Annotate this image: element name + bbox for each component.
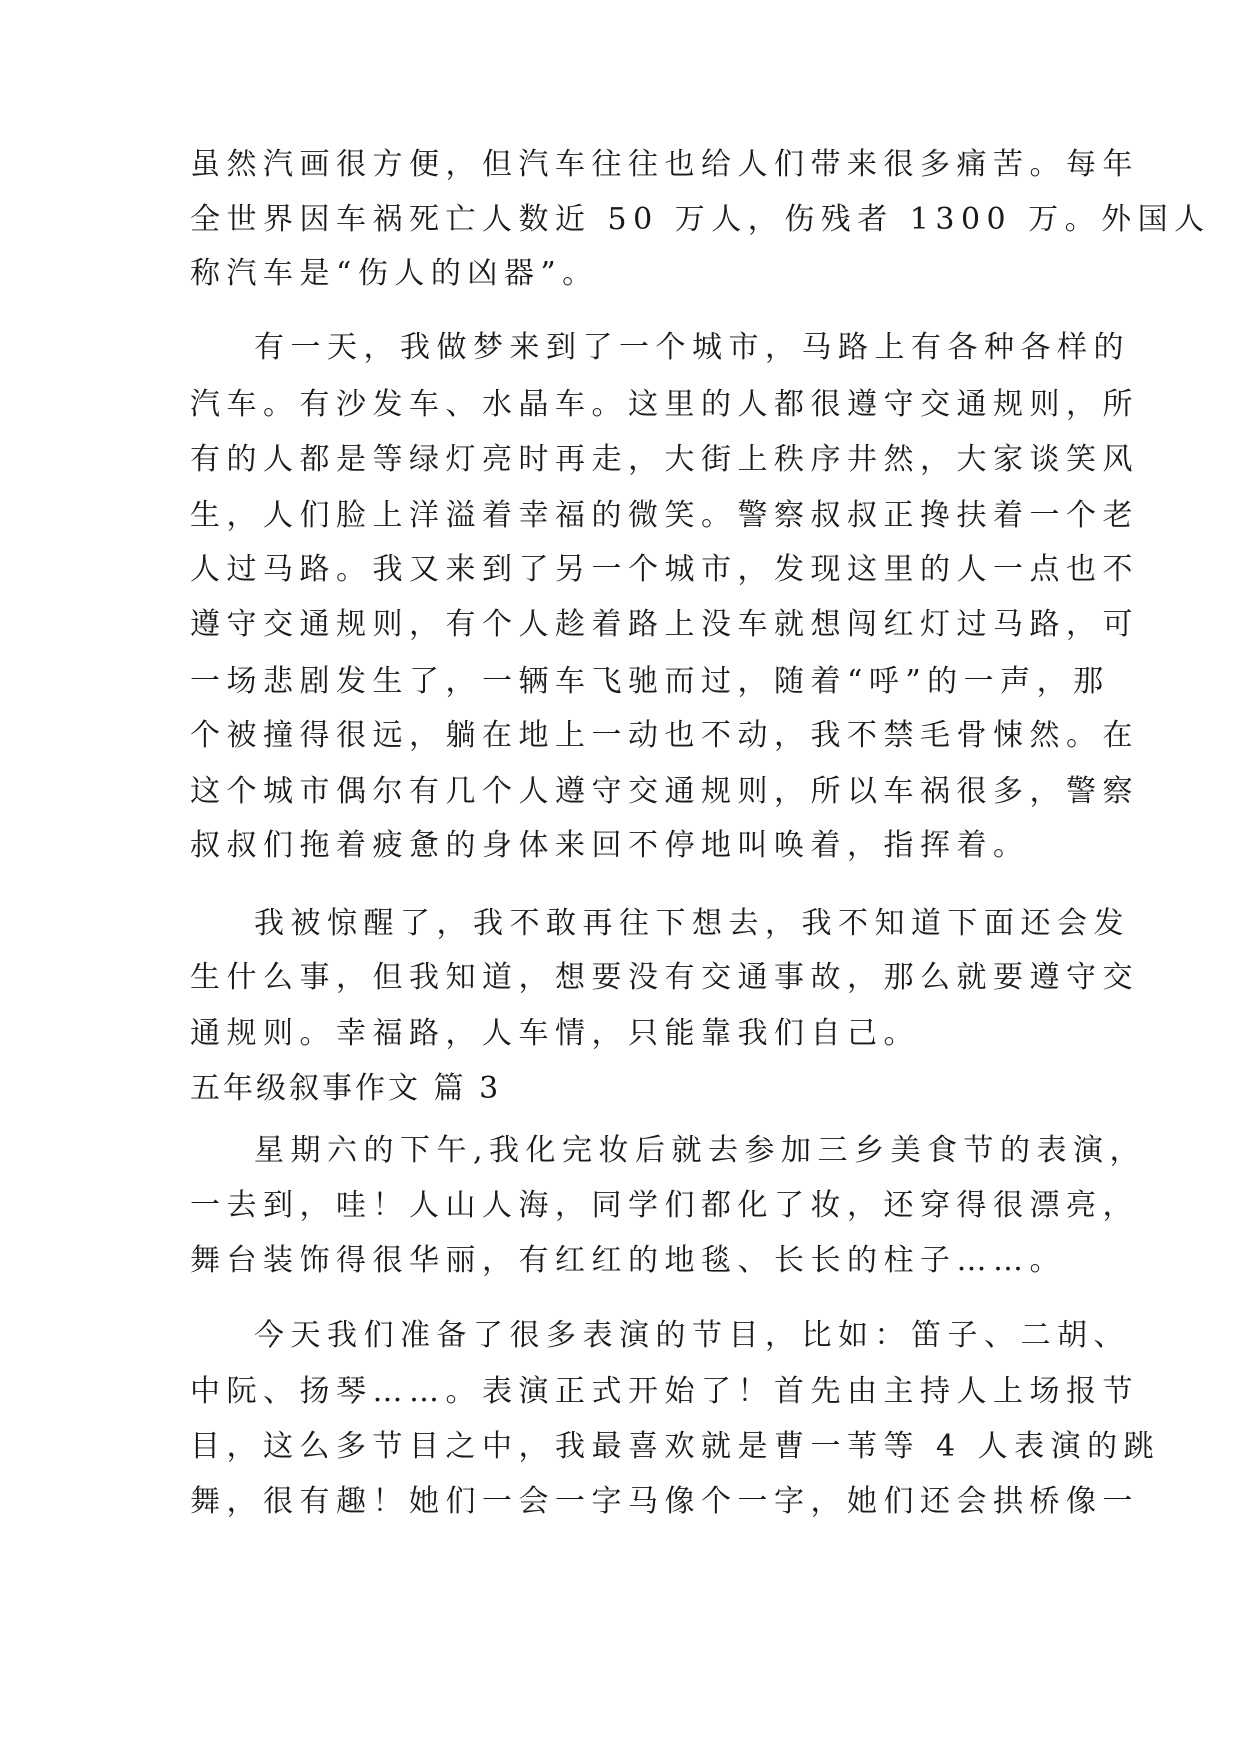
paragraph-start-line: 今天我们准备了很多表演的节目，比如：笛子、二胡、 bbox=[254, 1318, 1130, 1353]
paragraph-start-line: 星期六的下午,我化完妆后就去参加三乡美食节的表演， bbox=[254, 1133, 1147, 1168]
text-line: 通规则。幸福路，人车情，只能靠我们自己。 bbox=[190, 1016, 920, 1051]
text-line: 生什么事，但我知道，想要没有交通事故，那么就要遵守交 bbox=[190, 960, 1139, 995]
text-line: 虽然汽画很方便，但汽车往往也给人们带来很多痛苦。每年 bbox=[190, 147, 1139, 182]
text-line: 目，这么多节目之中，我最喜欢就是曹一苇等 4 人表演的跳 bbox=[190, 1429, 1161, 1464]
text-line: 这个城市偶尔有几个人遵守交通规则，所以车祸很多，警察 bbox=[190, 774, 1139, 809]
paragraph-start-line: 有一天，我做梦来到了一个城市，马路上有各种各样的 bbox=[254, 330, 1130, 365]
text-line: 有的人都是等绿灯亮时再走，大街上秩序井然，大家谈笑风 bbox=[190, 442, 1139, 477]
text-line: 人过马路。我又来到了另一个城市，发现这里的人一点也不 bbox=[190, 552, 1139, 587]
text-line: 全世界因车祸死亡人数近 50 万人，伤残者 1300 万。外国人 bbox=[190, 202, 1211, 237]
text-line: 一去到，哇！人山人海，同学们都化了妆，还穿得很漂亮， bbox=[190, 1188, 1139, 1223]
section-heading: 五年级叙事作文 篇 3 bbox=[190, 1071, 502, 1106]
text-line: 中阮、扬琴……。表演正式开始了！首先由主持人上场报节 bbox=[190, 1374, 1139, 1409]
text-line: 叔叔们拖着疲惫的身体来回不停地叫唤着，指挥着。 bbox=[190, 828, 1030, 863]
text-line: 舞，很有趣！她们一会一字马像个一字，她们还会拱桥像一 bbox=[190, 1484, 1139, 1519]
text-line: 汽车。有沙发车、水晶车。这里的人都很遵守交通规则，所 bbox=[190, 387, 1139, 422]
text-line: 一场悲剧发生了，一辆车飞驰而过，随着“呼”的一声，那 bbox=[190, 664, 1110, 699]
paragraph-start-line: 我被惊醒了，我不敢再往下想去，我不知道下面还会发 bbox=[254, 906, 1130, 941]
text-line: 个被撞得很远，躺在地上一动也不动，我不禁毛骨悚然。在 bbox=[190, 718, 1139, 753]
text-line: 遵守交通规则，有个人趁着路上没车就想闯红灯过马路，可 bbox=[190, 607, 1139, 642]
text-line: 称汽车是“伤人的凶器”。 bbox=[190, 256, 599, 291]
text-line: 舞台装饰得很华丽，有红红的地毯、长长的柱子……。 bbox=[190, 1243, 1066, 1278]
text-line: 生，人们脸上洋溢着幸福的微笑。警察叔叔正搀扶着一个老 bbox=[190, 498, 1139, 533]
